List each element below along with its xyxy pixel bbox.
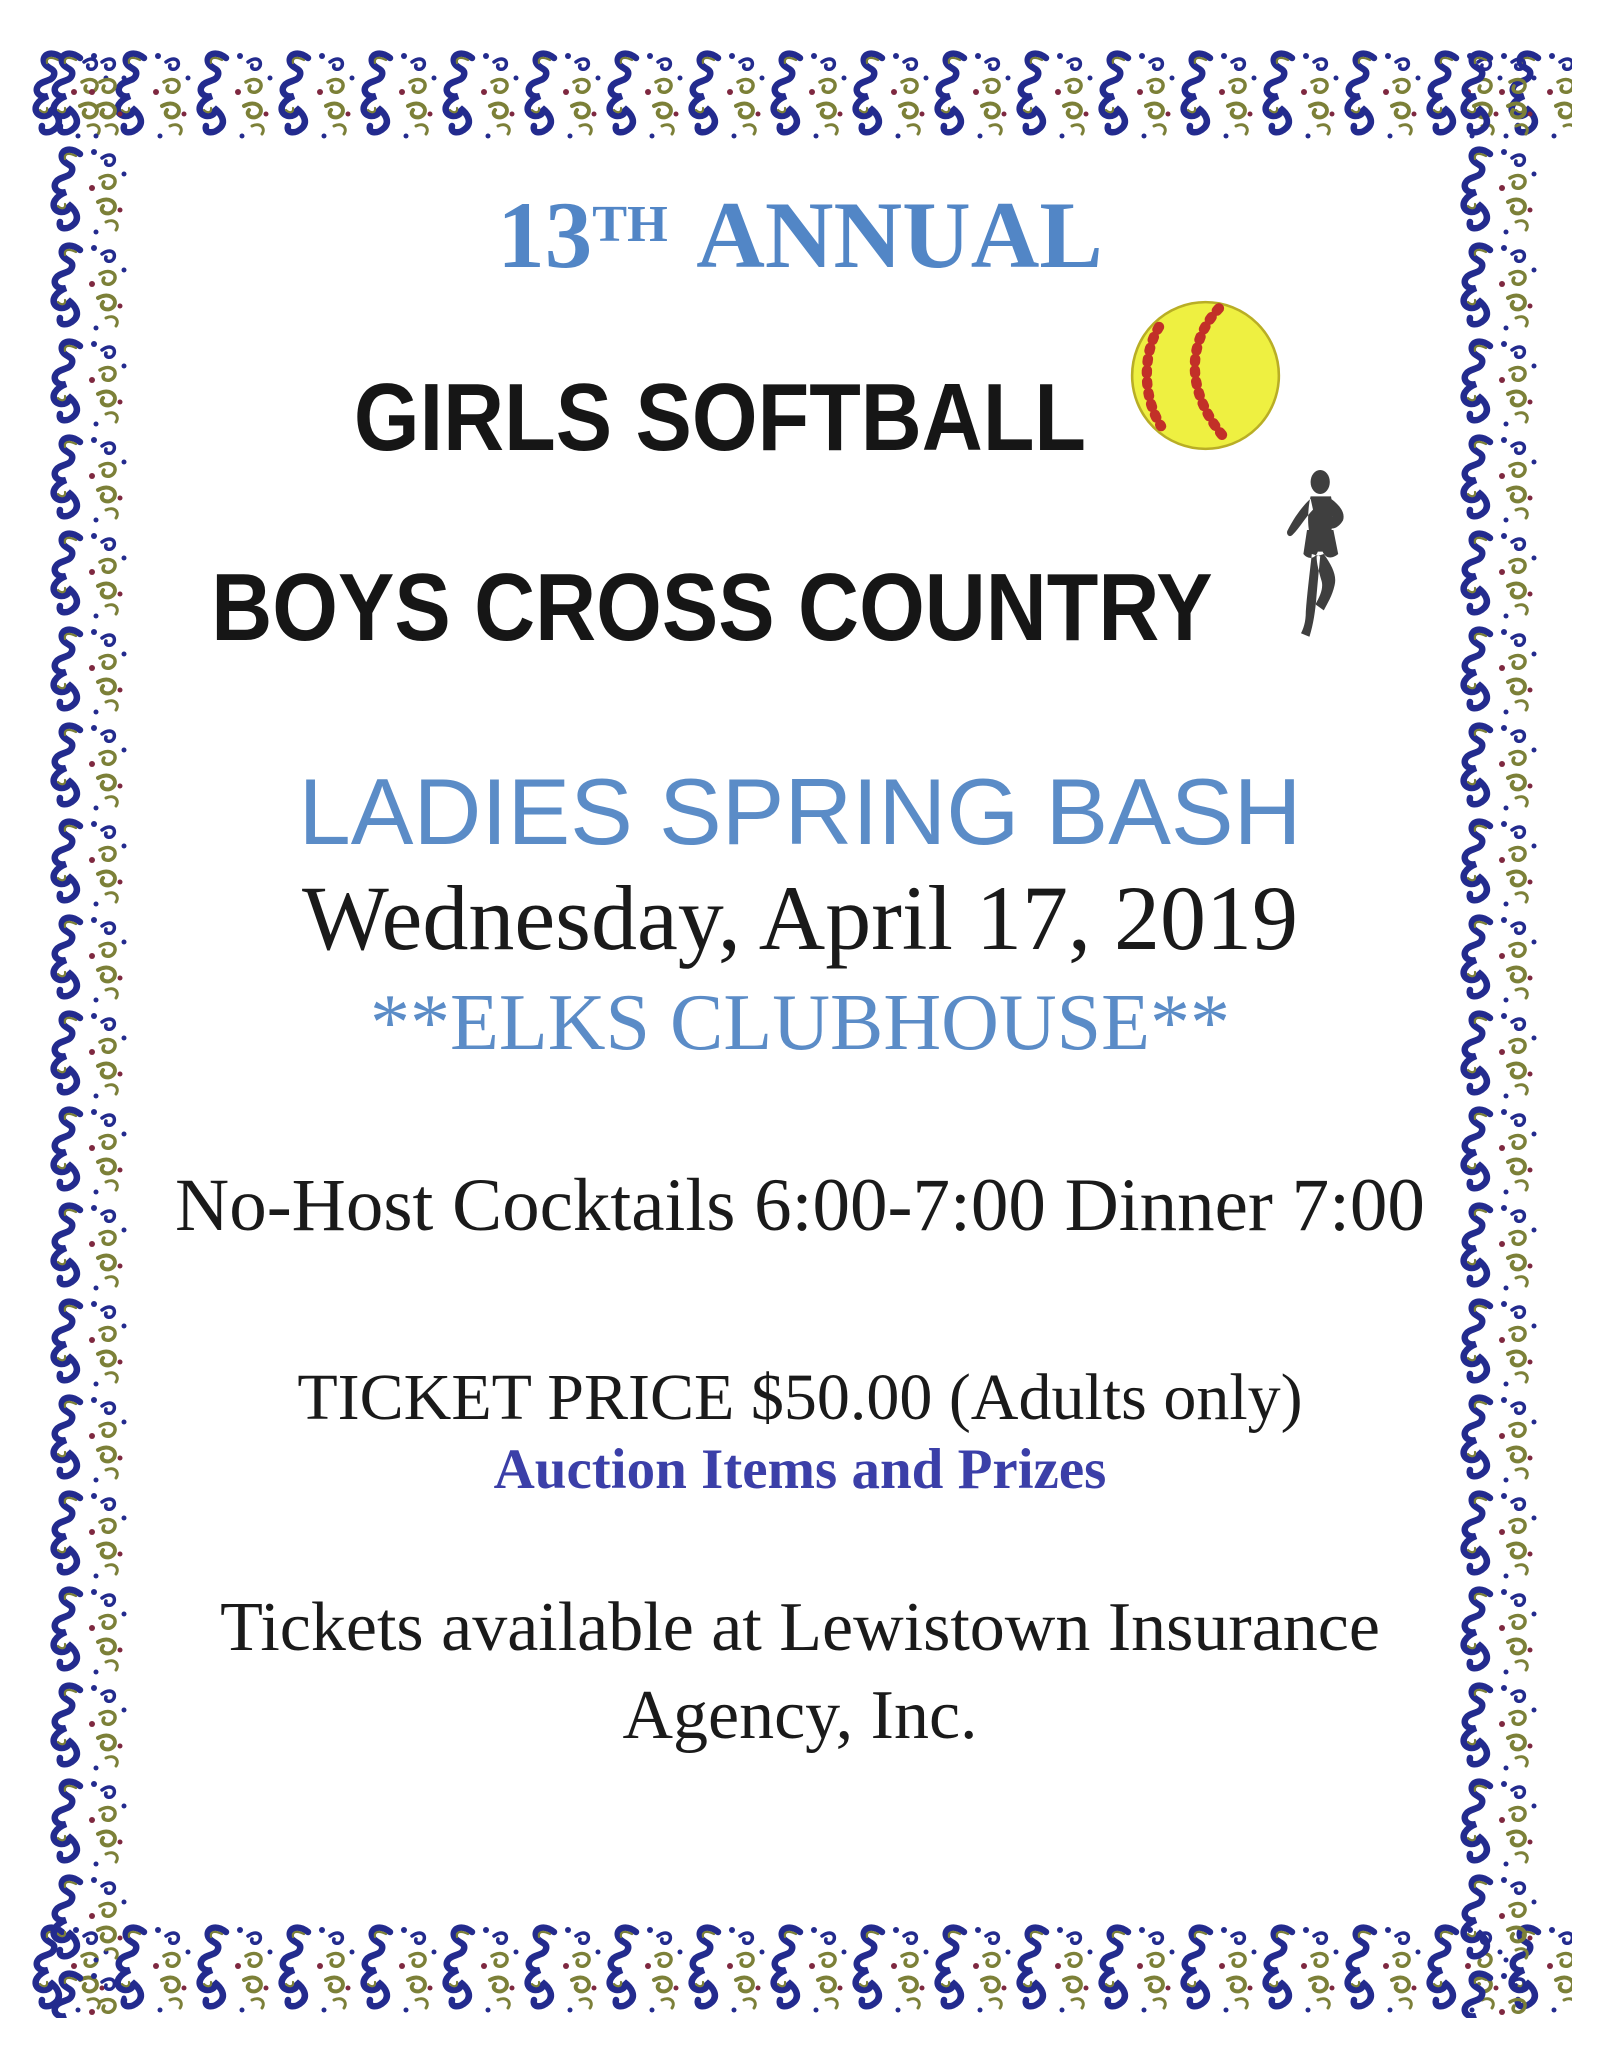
edition-ordinal: TH (592, 194, 668, 253)
ticket-availability-line2: Agency, Inc. (622, 1676, 978, 1754)
boys-cross-country-label: BOYS CROSS COUNTRY (211, 554, 1213, 661)
girls-softball-label: GIRLS SOFTBALL (353, 364, 1087, 471)
auction-line: Auction Items and Prizes (493, 1438, 1107, 1501)
edition-number: 13 (497, 182, 593, 288)
event-date: Wednesday, April 17, 2019 (302, 867, 1298, 969)
ticket-price-line: TICKET PRICE $50.00 (Adults only) (297, 1361, 1303, 1434)
border-top-band (28, 48, 1572, 144)
softball-icon (1128, 298, 1283, 453)
border-bottom-band (28, 1922, 1572, 2018)
runner-head (1311, 470, 1330, 494)
boys-cross-country-heading (0, 554, 1424, 661)
ticket-availability (0, 1584, 1600, 1759)
edition-word: ANNUAL (696, 182, 1103, 288)
event-venue: **ELKS CLUBHOUSE** (369, 979, 1231, 1067)
runner-silhouette (1287, 496, 1344, 636)
annual-heading (0, 182, 1600, 288)
event-schedule: No-Host Cocktails 6:00-7:00 Dinner 7:00 (175, 1164, 1425, 1247)
ticket-availability-line1: Tickets available at Lewistown Insurance (220, 1589, 1380, 1666)
event-title: LADIES SPRING BASH (298, 759, 1302, 864)
runner-icon (1283, 470, 1355, 638)
